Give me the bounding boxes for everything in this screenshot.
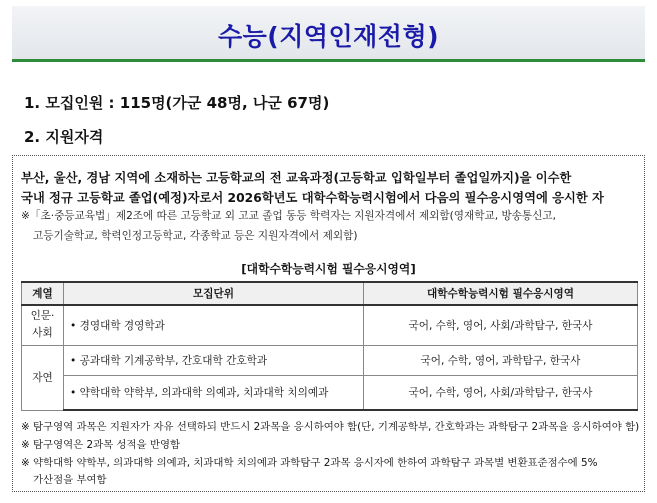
footnote-1: ※ 탐구영역 과목은 지원자가 자유 선택하되 반드시 2과목을 응시하여야 함(단, 기계공학부, 간호학과는 과학탐구 2과목을 응시하여야 함) [21, 421, 640, 433]
footnote-3: ※ 약학대학 약학부, 의과대학 의예과, 치과대학 치의예과 과학탐구 2과목 응시자에 한하여 과학탐구 과목별 변환표준점수에 5% [21, 457, 598, 469]
section-eligibility-heading: 2. 지원자격 [24, 128, 104, 146]
table-row [22, 375, 638, 410]
header-subjects: 대학수학능력시험 필수응시영역 [364, 282, 638, 305]
required-subjects-table [21, 281, 638, 411]
qualification-note-2: 고등기술학교, 학력인정고등학교, 각종학교 등은 지원자격에서 제외함) [33, 230, 358, 242]
section-recruitment-count: 1. 모집인원 : 115명(가군 48명, 나군 67명) [24, 94, 330, 112]
header-unit: 모집단위 [64, 282, 364, 305]
table-row [22, 305, 638, 345]
subjects-cell: 국어, 수학, 영어, 사회/과학탐구, 한국사 [364, 305, 638, 345]
table-header-row [22, 282, 638, 305]
group-humanities-label: 인문·사회 [30, 310, 55, 340]
qualification-line-1: 부산, 울산, 경남 지역에 소재하는 고등학교의 전 교육과정(고등학교 입학일부터 졸업일까지)을 이수한 [21, 171, 572, 185]
eligibility-box [12, 155, 645, 492]
qualification-note-1: ※「초·중등교육법」제2조에 따른 고등학교 외 고교 졸업 동등 학력자는 지원자격에서 제외함(영재학교, 방송통신고, [21, 210, 556, 222]
page-title: 수능(지역인재전형) [217, 22, 440, 51]
subjects-cell: 국어, 수학, 영어, 과학탐구, 한국사 [364, 345, 638, 375]
group-science: 자연 [22, 345, 64, 410]
table-row [22, 345, 638, 375]
subjects-cell: 국어, 수학, 영어, 사회/과학탐구, 한국사 [364, 375, 638, 410]
qualification-line-2: 국내 정규 고등학교 졸업(예정)자로서 2026학년도 대학수학능력시험에서 다음의 필수응시영역에 응시한 자 [21, 191, 604, 205]
unit-cell: • 약학대학 약학부, 의과대학 의예과, 치과대학 치의예과 [64, 375, 364, 410]
footnote-2: ※ 탐구영역은 2과목 성적을 반영함 [21, 439, 181, 451]
table-title: [대학수학능력시험 필수응시영역] [241, 262, 416, 276]
group-humanities [22, 305, 64, 345]
header-track: 계열 [22, 282, 64, 305]
footnote-4: 가산점을 부여함 [33, 474, 107, 486]
unit-cell: • 경영대학 경영학과 [64, 305, 364, 345]
unit-cell: • 공과대학 기계공학부, 간호대학 간호학과 [64, 345, 364, 375]
title-banner [12, 6, 645, 62]
